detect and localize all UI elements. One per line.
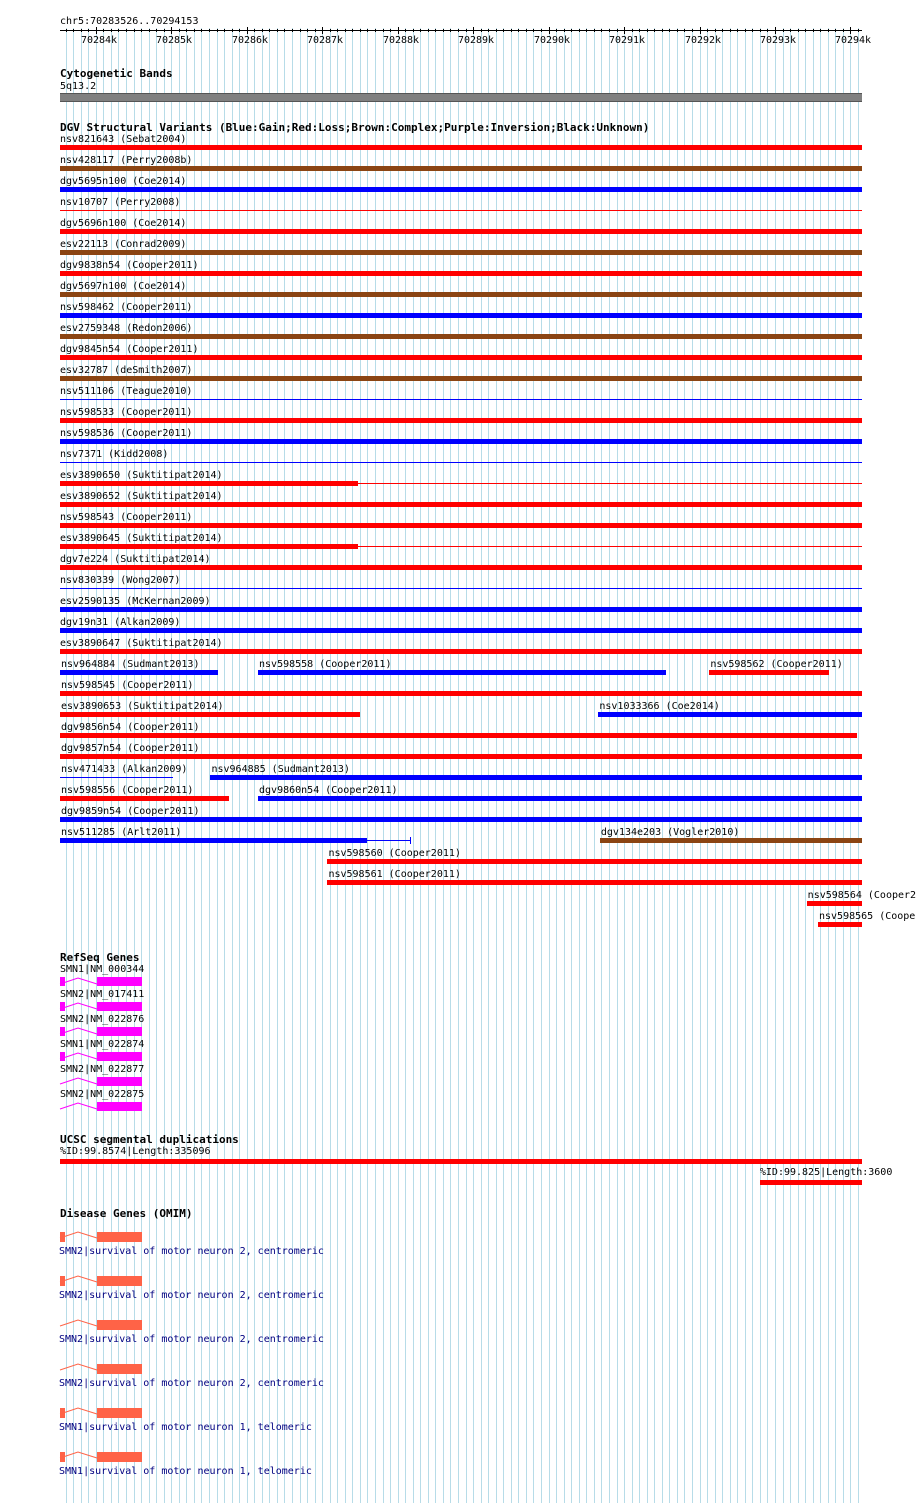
dgv-variant-label[interactable]: nsv10707 (Perry2008) (60, 197, 181, 208)
ruler-tick-label: 70291k (608, 35, 646, 46)
dgv-variant-label[interactable]: dgv9860n54 (Cooper2011) (259, 785, 398, 796)
dgv-variant-label[interactable]: nsv7371 (Kidd2008) (60, 449, 169, 460)
refseq-gene-label[interactable]: SMN2|NM_022877 (60, 1064, 145, 1075)
segdup-label[interactable]: %ID:99.8574|Length:335096 (60, 1146, 211, 1157)
dgv-variant-label[interactable]: nsv598556 (Cooper2011) (61, 785, 194, 796)
dgv-variant-label[interactable]: nsv598462 (Cooper2011) (60, 302, 193, 313)
dgv-variant-label[interactable]: esv3890645 (Suktitipat2014) (60, 533, 223, 544)
dgv-variant-label[interactable]: nsv821643 (Sebat2004) (60, 134, 187, 145)
dgv-variant-label[interactable]: nsv598560 (Cooper2011) (328, 848, 461, 859)
segdup-label[interactable]: %ID:99.825|Length:3600 (759, 1167, 893, 1178)
omim-gene-label[interactable]: SMN1|survival of motor neuron 1, telomeric (59, 1466, 312, 1477)
omim-gene-label[interactable]: SMN2|survival of motor neuron 2, centromeric (59, 1290, 324, 1301)
dgv-variant-label[interactable]: nsv511285 (Arlt2011) (61, 827, 182, 838)
position-label: chr5:70283526..70294153 (60, 16, 199, 27)
refseq-gene-label[interactable]: SMN2|NM_022876 (60, 1014, 145, 1025)
dgv-variant-label[interactable]: nsv830339 (Wong2007) (60, 575, 181, 586)
omim-track-title: Disease Genes (OMIM) (60, 1207, 193, 1220)
omim-gene-label[interactable]: SMN2|survival of motor neuron 2, centromeric (59, 1246, 324, 1257)
dgv-variant-label[interactable]: dgv5695n100 (Coe2014) (60, 176, 187, 187)
dgv-variant-label[interactable]: esv3890647 (Suktitipat2014) (60, 638, 223, 649)
dgv-variant-label[interactable]: nsv1033366 (Coe2014) (599, 701, 720, 712)
dgv-variant-label[interactable]: esv32787 (deSmith2007) (60, 365, 193, 376)
dgv-variant-label[interactable]: dgv7e224 (Suktitipat2014) (60, 554, 211, 565)
cytoband-label[interactable]: 5q13.2 (60, 81, 97, 92)
dgv-variant-label[interactable]: esv2590135 (McKernan2009) (60, 596, 211, 607)
ruler-tick-label: 70287k (306, 35, 344, 46)
dgv-variant-label[interactable]: nsv428117 (Perry2008b) (60, 155, 193, 166)
ruler-tick-label: 70284k (80, 35, 118, 46)
dgv-variant-label[interactable]: dgv9857n54 (Cooper2011) (61, 743, 200, 754)
dgv-variant-label[interactable]: dgv9859n54 (Cooper2011) (61, 806, 200, 817)
dgv-variant-label[interactable]: nsv964884 (Sudmant2013) (61, 659, 200, 670)
dgv-variant-label[interactable]: esv22113 (Conrad2009) (60, 239, 187, 250)
dgv-variant-label[interactable]: nsv598558 (Cooper2011) (259, 659, 392, 670)
refseq-gene-label[interactable]: SMN2|NM_017411 (60, 989, 145, 1000)
dgv-variant-label[interactable]: nsv598543 (Cooper2011) (60, 512, 193, 523)
dgv-variant-label[interactable]: nsv598545 (Cooper2011) (61, 680, 194, 691)
ruler-tick-label: 70285k (155, 35, 193, 46)
refseq-gene-label[interactable]: SMN1|NM_022874 (60, 1039, 145, 1050)
dgv-track-title: DGV Structural Variants (Blue:Gain;Red:Loss;Brown:Complex;Purple:Inversion;Black:Unknown) (60, 121, 650, 134)
dgv-variant-label[interactable]: dgv5696n100 (Coe2014) (60, 218, 187, 229)
dgv-variant-label[interactable]: dgv5697n100 (Coe2014) (60, 281, 187, 292)
omim-gene-label[interactable]: SMN1|survival of motor neuron 1, telomeric (59, 1422, 312, 1433)
ruler-tick-label: 70293k (759, 35, 797, 46)
dgv-variant-label[interactable]: dgv134e203 (Vogler2010) (600, 827, 740, 838)
dgv-variant-label[interactable]: nsv598561 (Cooper2011) (328, 869, 461, 880)
ruler-tick-label: 70294k (834, 35, 872, 46)
dgv-variant-label[interactable]: esv2759348 (Redon2006) (60, 323, 193, 334)
refseq-track-title: RefSeq Genes (60, 951, 140, 964)
ruler-tick-label: 70289k (457, 35, 495, 46)
ruler-tick-label: 70286k (231, 35, 269, 46)
dgv-variant-label[interactable]: dgv9838n54 (Cooper2011) (60, 260, 199, 271)
dgv-variant-label[interactable]: esv3890653 (Suktitipat2014) (61, 701, 224, 712)
dgv-variant-label[interactable]: nsv598562 (Cooper2011) (710, 659, 843, 670)
omim-gene-label[interactable]: SMN2|survival of motor neuron 2, centromeric (59, 1378, 324, 1389)
dgv-variant-label[interactable]: nsv598536 (Cooper2011) (60, 428, 193, 439)
dgv-variant-label[interactable]: nsv598565 (Coope (819, 911, 916, 922)
dgv-variant-label[interactable]: dgv19n31 (Alkan2009) (60, 617, 181, 628)
refseq-gene-label[interactable]: SMN2|NM_022875 (60, 1089, 145, 1100)
dgv-variant-label[interactable]: esv3890650 (Suktitipat2014) (60, 470, 223, 481)
omim-exon[interactable] (97, 1452, 142, 1462)
dgv-variant-label[interactable]: nsv964885 (Sudmant2013) (211, 764, 350, 775)
dgv-variant-label[interactable]: nsv471433 (Alkan2009) (61, 764, 188, 775)
dgv-variant-label[interactable]: nsv598564 (Cooper2 (807, 890, 916, 901)
dgv-variant-label[interactable]: esv3890652 (Suktitipat2014) (60, 491, 223, 502)
omim-gene-label[interactable]: SMN2|survival of motor neuron 2, centromeric (59, 1334, 324, 1345)
segdup-track-title: UCSC segmental duplications (60, 1133, 239, 1146)
ruler-tick-label: 70292k (684, 35, 722, 46)
refseq-gene-label[interactable]: SMN1|NM_000344 (60, 964, 145, 975)
dgv-variant-label[interactable]: nsv598533 (Cooper2011) (60, 407, 193, 418)
dgv-variant-label[interactable]: dgv9856n54 (Cooper2011) (61, 722, 200, 733)
cytoband-track-title: Cytogenetic Bands (60, 67, 173, 80)
ruler-tick-label: 70288k (382, 35, 420, 46)
ruler-tick-label: 70290k (533, 35, 571, 46)
dgv-variant-label[interactable]: dgv9845n54 (Cooper2011) (60, 344, 199, 355)
dgv-variant-label[interactable]: nsv511106 (Teague2010) (60, 386, 193, 397)
